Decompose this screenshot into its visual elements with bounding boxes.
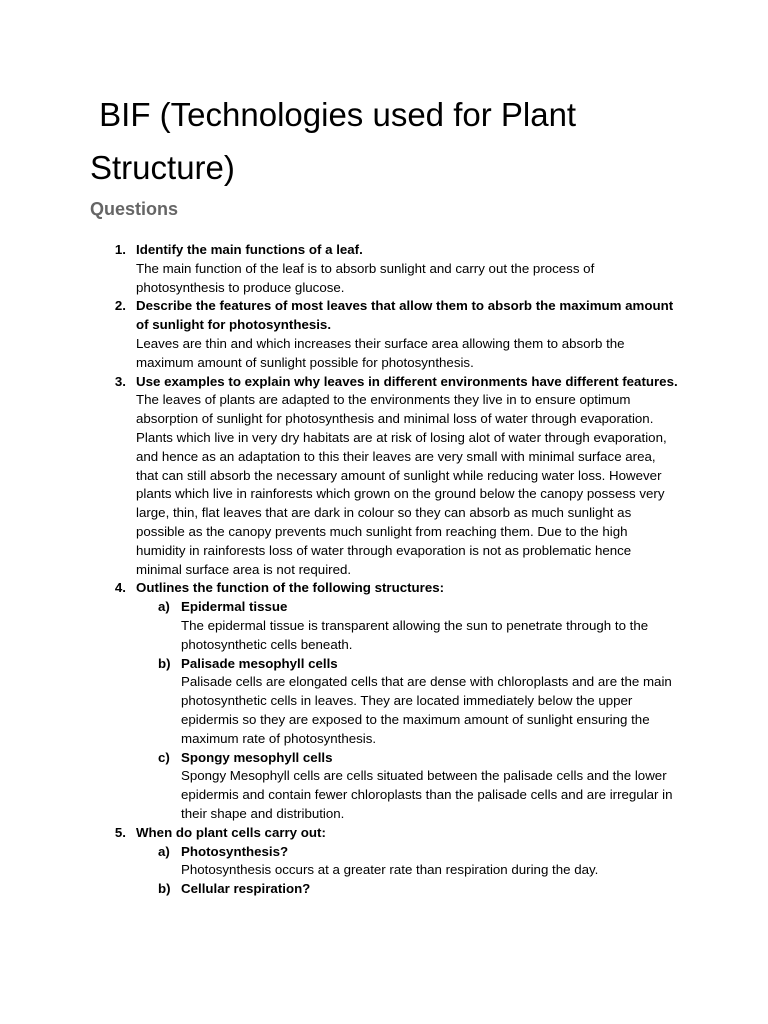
sub-answer-text: Photosynthesis occurs at a greater rate than respiration during the day. (181, 862, 599, 878)
question-item (0, 373, 680, 580)
sub-question-item (136, 843, 680, 881)
question-text: When do plant cells carry out: (136, 824, 326, 840)
question-text: Use examples to explain why leaves in different environments have different features. (136, 373, 678, 389)
question-text: Identify the main functions of a leaf. (136, 242, 363, 257)
sub-question-title: Photosynthesis? (181, 843, 289, 859)
sub-question-item (136, 655, 680, 749)
answer-text: The leaves of plants are adapted to the environments they live in to ensure optimum absorption of sunlight for photosynthesis and minimal loss of water through evaporation. Plants which live in very dry habitats are at risk of losing alot of water through evaporation, and hence as an adaptation to this their leaves are very small with minimal surface area, that can still absorb the necessary amount of sunlight while reducing water loss. However plants which live in rainforests which grown on the ground below the canopy possess very large, thin, flat leaves that are dark in colour so they can absorb as much sunlight as possible as the canopy prevents much sunlight from reaching them. Due to the high humidity in rainforests loss of water through evaporation is not as problematic hence minimal surface area is not required. (136, 392, 667, 577)
sub-question-title: Epidermal tissue (181, 599, 288, 615)
sub-answer-text: Spongy Mesophyll cells are cells situated between the palisade cells and the lower epidermis and contain fewer chloroplasts than the palisade cells and are irregular in their shape and distribution. (181, 768, 673, 821)
sub-question-letter: a) (158, 599, 170, 615)
question-number: 3. (114, 373, 126, 389)
questions-list (0, 241, 768, 899)
question-item (0, 241, 680, 297)
question-text: Outlines the function of the following structures: (136, 580, 445, 596)
answer-text: Leaves are thin and which increases their surface area allowing them to absorb the maximum amount of sunlight possible for photosynthesis. (136, 335, 625, 370)
question-number: 4. (114, 580, 126, 596)
question-item (0, 297, 680, 372)
question-item (0, 824, 680, 899)
sub-answer-text: The epidermal tissue is transparent allowing the sun to penetrate through to the photosynthetic cells beneath. (181, 617, 649, 652)
sub-question-letter: c) (158, 749, 170, 765)
sub-question-item (136, 880, 680, 899)
sub-question-letter: b) (158, 881, 171, 897)
answer-text: The main function of the leaf is to absorb sunlight and carry out the process of photosynthesis to produce glucose. (136, 260, 595, 295)
question-number: 2. (114, 298, 126, 314)
question-text: Describe the features of most leaves that allow them to absorb the maximum amount of sunlight for photosynthesis. (136, 298, 674, 333)
question-number: 1. (114, 242, 126, 257)
sub-question-letter: b) (158, 655, 171, 671)
sub-question-title: Cellular respiration? (181, 881, 311, 897)
sub-question-item (136, 749, 680, 824)
question-number: 5. (114, 824, 126, 840)
question-item (0, 579, 680, 823)
sub-question-item (136, 598, 680, 654)
sub-question-title: Spongy mesophyll cells (181, 749, 333, 765)
document-title: BIF (Technologies used for Plant Structure) (90, 96, 586, 186)
section-subtitle: Questions (90, 199, 179, 219)
sub-answer-text: Palisade cells are elongated cells that are dense with chloroplasts and are the main photosynthetic cells in leaves. They are located immediately below the upper epidermis so they are exposed to the maximum amount of sunlight ensuring the maximum rate of photosynthesis. (181, 674, 672, 746)
sub-question-title: Palisade mesophyll cells (181, 655, 338, 671)
sub-question-letter: a) (158, 843, 170, 859)
